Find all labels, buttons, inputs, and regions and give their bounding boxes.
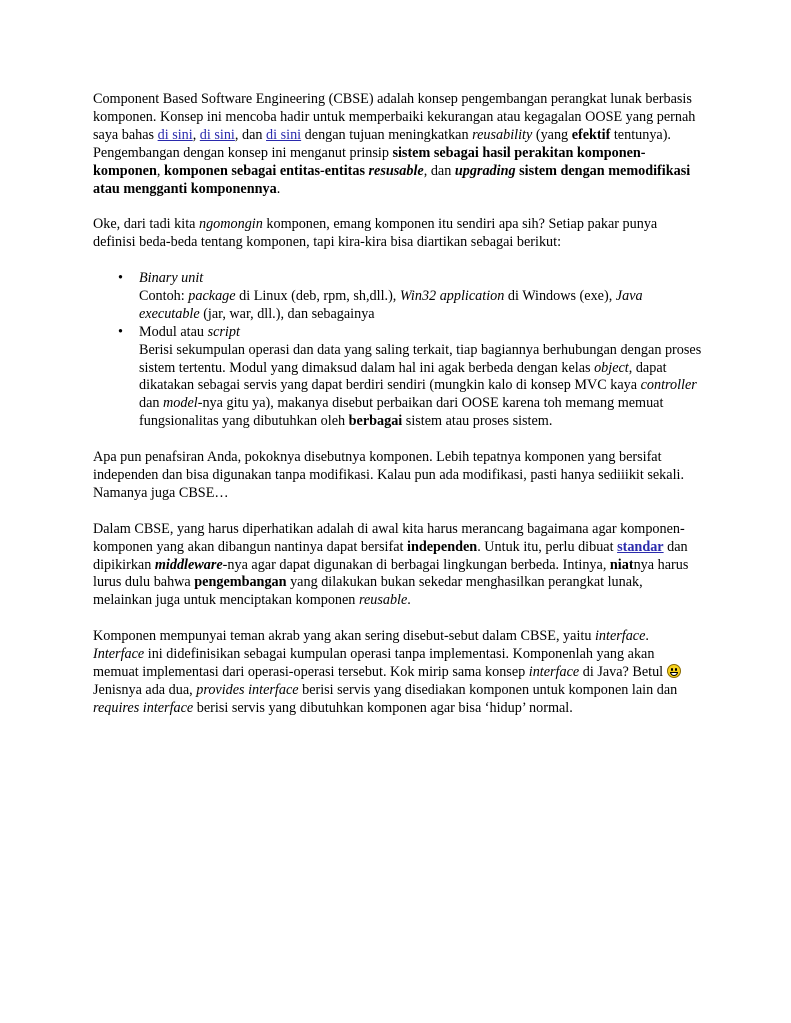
- italic-text: reusable: [358, 592, 408, 609]
- bold-text: sistem dengan memodifikasi atau mengganti komponennya: [93, 162, 691, 197]
- text: , dapat dikatakan sebagai servis yang dapat berdiri sendiri (mungkin kalo di konsep MVC kaya: [139, 359, 667, 394]
- text: berisi servis yang disediakan komponen untuk komponen lain dan: [298, 681, 678, 698]
- document-body: [93, 91, 703, 736]
- italic-text: package: [188, 287, 236, 304]
- italic-text: Interface: [93, 646, 145, 663]
- paragraph-cbse-design: [93, 521, 703, 611]
- text: nya harus lurus dulu bahwa: [93, 556, 689, 591]
- text: Komponen mempunyai teman akrab yang akan sering disebut-sebut dalam CBSE, yaitu: [93, 628, 595, 645]
- text: di Windows (exe),: [504, 287, 616, 304]
- link-di-sini-1[interactable]: di sini: [157, 126, 193, 143]
- text: yang dilakukan bukan sekedar menghasilkan perangkat lunak, melainkan juga untuk menciptakan komponen: [93, 574, 643, 609]
- text: (jar, war, dll.), dan sebagainya: [199, 305, 375, 322]
- bold-italic-text: upgrading: [454, 162, 516, 179]
- list-item-binary-unit: [139, 270, 703, 324]
- italic-text: provides interface: [196, 681, 299, 698]
- bold-text: independen: [407, 538, 478, 555]
- text: dan dipikirkan: [93, 538, 688, 573]
- link-standar[interactable]: standar: [617, 538, 664, 555]
- paragraph-definition: [93, 216, 703, 252]
- text: dan: [139, 395, 164, 412]
- text: .: [407, 592, 411, 609]
- text: di Linux (deb, rpm, sh,dll.),: [235, 287, 400, 304]
- text: komponen, emang komponen itu sendiri apa sih? Setiap pakar punya definisi beda-beda tentang komponen, tapi kira-kira bisa diartikan sebagai berikut:: [93, 216, 658, 251]
- italic-text: object: [594, 359, 629, 376]
- link-di-sini-3[interactable]: di sini: [266, 126, 302, 143]
- italic-text: Win32 application: [399, 287, 505, 304]
- italic-text: requires interface: [93, 699, 194, 716]
- component-types-list: [93, 270, 703, 431]
- text: (yang: [532, 126, 572, 143]
- text: .: [645, 628, 649, 645]
- text: dengan tujuan meningkatkan: [301, 126, 473, 143]
- italic-text: interface: [528, 663, 580, 680]
- bold-italic-text: resusable: [368, 162, 424, 179]
- bold-text: efektif: [571, 126, 611, 143]
- text: Oke, dari tadi kita: [93, 216, 199, 233]
- italic-text: Java executable: [139, 287, 643, 322]
- text: ini didefinisikan sebagai kumpulan operasi tanpa implementasi. Komponenlah yang akan memuat implementasi dari operasi-operasi tersebut. Kok mirip sama konsep: [93, 646, 655, 680]
- text: , dan: [234, 126, 267, 143]
- text: ,: [192, 126, 200, 143]
- text: berisi servis yang dibutuhkan komponen agar bisa ‘hidup’ normal.: [193, 699, 573, 716]
- bold-text: pengembangan: [194, 574, 287, 591]
- grin-emoji-icon: [667, 664, 681, 678]
- text: -nya agar dapat digunakan di berbagai lingkungan berbeda. Intinya,: [222, 556, 610, 573]
- bold-text: komponen sebagai entitas-entitas: [163, 162, 369, 179]
- text: Berisi sekumpulan operasi dan data yang saling terkait, tiap bagiannya berhubungan dengan proses sistem tertentu. Modul yang dimaksud dalam hal ini agak berbeda dengan kelas: [139, 341, 702, 376]
- text: . Untuk itu, perlu dibuat: [477, 538, 618, 555]
- italic-text: script: [207, 323, 240, 340]
- italic-text: model: [163, 395, 198, 412]
- text: ,: [156, 162, 164, 179]
- paragraph-intro: [93, 91, 703, 198]
- text: sistem atau proses sistem.: [402, 413, 553, 430]
- italic-text: ngomongin: [198, 216, 263, 233]
- list-item-title: Modul atau: [139, 323, 208, 340]
- text: Dalam CBSE, yang harus diperhatikan adalah di awal kita harus merancang bagaimana agar komponen-komponen yang akan dibangun nantinya dapat bersifat: [93, 520, 685, 555]
- bold-text: sistem sebagai hasil perakitan komponen-komponen: [93, 144, 646, 179]
- text: -nya gitu ya), makanya disebut perbaikan dari OOSE karena toh memang memuat fungsionalitas yang dibutuhkan oleh: [139, 395, 664, 430]
- italic-text: interface: [594, 628, 646, 645]
- text: di Java? Betul: [579, 663, 667, 680]
- text: Jenisnya ada dua,: [93, 681, 197, 698]
- text: Component Based Software Engineering (CBSE) adalah konsep pengembangan perangkat lunak berbasis komponen. Konsep ini mencoba hadir untuk memperbaiki kekurangan atau kegagalan OOSE yang pernah saya bahas: [93, 91, 696, 143]
- link-di-sini-2[interactable]: di sini: [199, 126, 235, 143]
- paragraph-interface: [93, 628, 703, 718]
- text: tentunya). Pengembangan dengan konsep ini menganut prinsip: [93, 126, 671, 161]
- bold-text: berbagai: [348, 413, 403, 430]
- text: , dan: [423, 162, 455, 179]
- bold-italic-text: middleware: [154, 556, 223, 573]
- bold-text: niat: [609, 556, 634, 573]
- italic-text: controller: [640, 377, 697, 394]
- list-item-modul: [139, 324, 703, 431]
- text: .: [276, 180, 281, 197]
- list-item-title: Binary unit: [139, 270, 204, 287]
- paragraph-interpretation: Apa pun penafsiran Anda, pokoknya disebutnya komponen. Lebih tepatnya komponen yang bersifat independen dan bisa digunakan tanpa modifikasi. Kalau pun ada modifikasi, pasti hanya sediiikit sekali. Namanya juga CBSE…: [93, 449, 684, 501]
- italic-text: reusability: [472, 126, 533, 143]
- text: Contoh:: [139, 287, 189, 304]
